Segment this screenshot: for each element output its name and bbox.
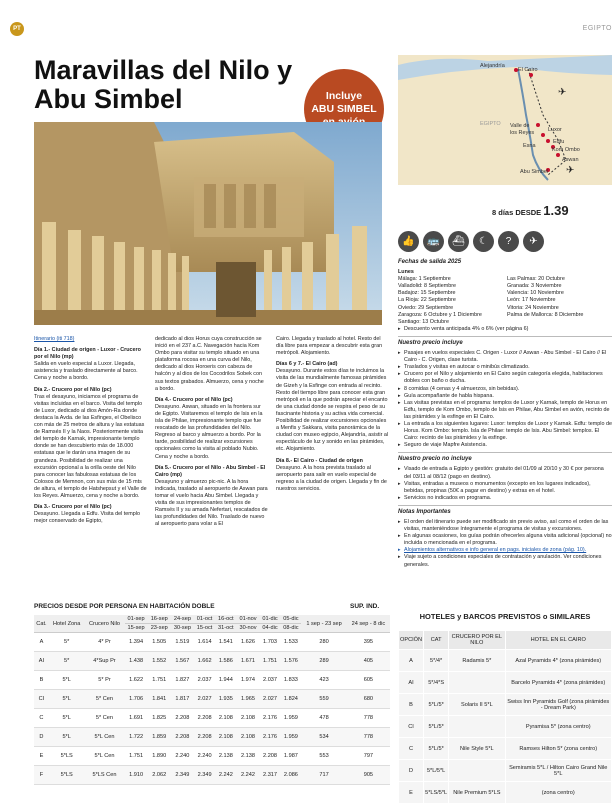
day-text: Desayuno. Llegada a Edfu. Visita del templo mejor conservado de Egipto, — [34, 511, 140, 525]
col-header: 31-oct — [215, 624, 236, 633]
includes-item: ▸ Crucero por el Nilo y alojamiento en El Cairo según categoría elegida, habitaciones dobles con baño o ducha. — [398, 371, 612, 385]
col-header: 05-dic — [280, 615, 301, 624]
excludes-list — [398, 466, 612, 501]
table-cell: Nile Premium 5*LS — [449, 782, 505, 804]
col-header: 16-oct — [215, 615, 236, 624]
page-header — [0, 0, 612, 32]
hotels-table — [398, 630, 612, 804]
includes-item: ▸ Guía acompañante de habla hispana. — [398, 393, 612, 400]
table-cell: 1.533 — [280, 633, 301, 652]
table-cell: 680 — [347, 690, 390, 709]
table-cell: 1.691 — [125, 709, 148, 728]
table-cell: 5* Cen — [84, 709, 124, 728]
day-heading: Día 3.- Crucero por el Nilo (pc) — [34, 504, 112, 511]
table-cell: 1.519 — [171, 633, 194, 652]
table-cell: 2.062 — [148, 766, 171, 785]
departure-city: Zaragoza: 6 Octubre y 1 Diciembre — [398, 311, 482, 318]
day-text: Tras el desayuno, iniciamos el programa de visitas incluidas en el barco. Visita del templo de Luxor, dedicado al dios Amón-Ra donde destaca la Avda. de las Esfinges, el Obelisco con más de 25 metros de altura y las estatuas de Ramsés II y la Naos. Posteriormente visita del templo de Karnak, impresionante templo donde se han descubierto más de 18.000 estatuas que le darán una imagen de su grandeza. Posibilidad de realizar una excursión opcional a la orilla oeste del Nilo para conocer las fabulosas estatuas de los Colosos de Memnon, con sus más de 15 mts de altura, el templo de Hatshepsut y el Valle de los Reyes. Almuerzo, cena y noche a bordo. — [34, 393, 147, 499]
table-cell: Nile Style 5*L — [449, 738, 505, 760]
table-cell: 1.567 — [171, 652, 194, 671]
col-header: 15-sep — [125, 624, 148, 633]
table-cell: 1.626 — [236, 633, 259, 652]
table-cell: 1.935 — [215, 690, 236, 709]
table-cell: 2.240 — [171, 747, 194, 766]
from-price: 1.39 — [543, 203, 569, 218]
table-cell: 5*L — [49, 728, 85, 747]
table-cell: 1.671 — [236, 652, 259, 671]
table-cell: Radamis 5* — [449, 650, 505, 672]
table-cell: 5*/4*S — [424, 672, 449, 694]
table-row — [34, 671, 390, 690]
notes-item: ▸ Viaje sujeto a condiciones especiales de contratación y anulación. Ver condiciones generales. — [398, 554, 612, 568]
map-label-edfu: Edfu — [553, 139, 565, 145]
notes-list — [398, 519, 612, 569]
prices-table — [34, 615, 390, 785]
table-cell: 2.208 — [171, 709, 194, 728]
svg-text:los Reyes: los Reyes — [510, 130, 535, 136]
col-header: Cat. — [34, 615, 49, 633]
col-header: CRUCERO POR EL NILO — [449, 631, 505, 650]
table-cell: 905 — [347, 766, 390, 785]
table-cell — [449, 716, 505, 738]
table-cell: 5* Cen — [84, 690, 124, 709]
table-cell: 1.959 — [280, 709, 301, 728]
table-cell: 2.108 — [215, 728, 236, 747]
table-cell: 559 — [301, 690, 346, 709]
table-cell: 1.505 — [148, 633, 171, 652]
table-row — [34, 728, 390, 747]
table-cell: C — [399, 738, 424, 760]
departure-cities — [398, 276, 612, 326]
table-cell: 5*L — [49, 671, 85, 690]
table-cell: 2.176 — [260, 709, 281, 728]
table-cell: Barcelo Pyramids 4* (zona pirámides) — [505, 672, 612, 694]
table-cell: 1.833 — [280, 671, 301, 690]
table-cell: 2.108 — [215, 709, 236, 728]
table-cell: 2.086 — [280, 766, 301, 785]
table-cell: 1.586 — [215, 652, 236, 671]
table-cell: 1.552 — [148, 652, 171, 671]
days-label: 8 días DESDE — [492, 208, 542, 217]
sup-ind-title: SUP. IND. — [350, 603, 380, 610]
table-cell: 2.240 — [194, 747, 215, 766]
table-cell: 1.825 — [148, 709, 171, 728]
itinerary-link[interactable]: Itinerario (iti 718) — [34, 336, 75, 342]
route-map — [398, 55, 612, 185]
table-cell: F — [34, 766, 49, 785]
table-cell: 4* Pr — [84, 633, 124, 652]
table-cell: 5*/4* — [424, 650, 449, 672]
table-cell: 5*L/5* — [424, 738, 449, 760]
notes-title: Notas Importantes — [398, 508, 451, 515]
day-heading: Día 1.- Ciudad de origen - Luxor - Crucero por el Nilo (mp) — [34, 347, 141, 361]
table-cell: Pyramisa 5* (zona centro) — [505, 716, 612, 738]
table-cell: 5*L Cen — [84, 728, 124, 747]
table-cell: 1.751 — [148, 671, 171, 690]
col-header: 24-sep — [171, 615, 194, 624]
table-cell: 2.317 — [260, 766, 281, 785]
badge-line-2: ABU SIMBEL — [311, 102, 377, 115]
table-cell: 1.722 — [125, 728, 148, 747]
table-cell: CI — [34, 690, 49, 709]
table-cell: 2.108 — [236, 728, 259, 747]
departure-city: Málaga: 1 Septiembre — [398, 276, 451, 283]
map-label-cairo: El Cairo — [518, 67, 538, 73]
prices-header-row — [34, 615, 390, 624]
table-row — [34, 633, 390, 652]
car-icon: 🚌 — [423, 231, 444, 252]
col-header: 16-sep — [148, 615, 171, 624]
hotels-header-row — [399, 631, 612, 650]
table-cell: Solaris II 5*L — [449, 694, 505, 716]
table-row — [399, 672, 612, 694]
table-cell: D — [34, 728, 49, 747]
table-cell — [449, 672, 505, 694]
plane-icon-2: ✈ — [566, 165, 575, 176]
table-row — [34, 690, 390, 709]
departure-city: Valencia: 10 Noviembre — [507, 290, 564, 297]
includes-item: ▸ 8 comidas (4 cenas y 4 almuerzos, sin bebidas). — [398, 386, 612, 393]
col-header: 01-oct — [194, 615, 215, 624]
day-text: Desayuno. A la hora prevista traslado al aeropuerto para salir en vuelo especial de regreso a la ciudad de origen. Llegada y fin de nuestros servicios. — [276, 464, 387, 492]
table-cell: 2.349 — [194, 766, 215, 785]
departure-city: La Rioja: 22 Septiembre — [398, 297, 456, 304]
col-header: 04-dic — [260, 624, 281, 633]
col-header: OPCIÓN — [399, 631, 424, 650]
table-cell: 2.208 — [194, 709, 215, 728]
table-cell: 2.037 — [260, 671, 281, 690]
departures-title: Fechas de salida 2025 — [398, 259, 462, 265]
departure-city: Palma de Mallorca: 8 Diciembre — [507, 311, 584, 318]
table-row — [399, 760, 612, 782]
includes-item: ▸ Traslados y visitas en autocar o minibús climatizado. — [398, 364, 612, 371]
table-cell: 423 — [301, 671, 346, 690]
table-cell: 1.703 — [260, 633, 281, 652]
table-cell: 1.394 — [125, 633, 148, 652]
excludes-item: ▸ Visitas, entradas a museos o monumentos (excepto en los lugares indicados), bebidas, propinas (50€ a pagar en destino) y extras en el hotel. — [398, 481, 612, 495]
table-cell: 5*LS Cen — [84, 766, 124, 785]
table-cell: 4*Sup Pr — [84, 652, 124, 671]
table-cell: 1.959 — [280, 728, 301, 747]
table-cell: 605 — [347, 671, 390, 690]
day-text: Cairo. Llegada y traslado al hotel. Resto del día libre para empezar a descubrir esta gran metrópoli. Alojamiento. — [276, 336, 383, 357]
map-label-country: EGIPTO — [480, 121, 501, 127]
table-cell: AI — [399, 672, 424, 694]
table-cell: 1.438 — [125, 652, 148, 671]
table-cell: 2.027 — [194, 690, 215, 709]
excludes-title: Nuestro precio no incluye — [398, 456, 472, 463]
table-cell: 5*LS — [49, 766, 85, 785]
table-row — [399, 650, 612, 672]
table-cell: 1.944 — [215, 671, 236, 690]
departure-city: Valladolid: 8 Septiembre — [398, 283, 457, 290]
table-cell: 1.910 — [125, 766, 148, 785]
table-cell: B — [399, 694, 424, 716]
table-row — [399, 782, 612, 804]
wifi-icon: ? — [498, 231, 519, 252]
departure-city: Las Palmas: 20 Octubre — [507, 276, 565, 283]
thumbs-up-icon: 👍 — [398, 231, 419, 252]
day-heading: Días 6 y 7.- El Cairo (ad) — [276, 361, 338, 368]
table-cell: 478 — [301, 709, 346, 728]
col-header: 30-sep — [171, 624, 194, 633]
col-header: 01-sep — [125, 615, 148, 624]
trip-info — [398, 257, 612, 569]
table-cell: (zona centro) — [505, 782, 612, 804]
table-cell: 1.974 — [236, 671, 259, 690]
table-cell: 289 — [301, 652, 346, 671]
table-row — [399, 694, 612, 716]
departure-city: Santiago: 13 Octubre — [398, 318, 449, 325]
table-cell: 2.108 — [236, 709, 259, 728]
col-header: 1 sep - 23 sep — [301, 615, 346, 633]
table-cell: A — [399, 650, 424, 672]
table-cell: 1.706 — [125, 690, 148, 709]
divider — [398, 336, 612, 337]
map-label-valle: Valle de — [510, 123, 530, 129]
table-cell: 778 — [347, 728, 390, 747]
map-label-esna: Esna — [523, 143, 536, 149]
prices-title: PRECIOS DESDE POR PERSONA EN HABITACIÓN DOBLE — [34, 603, 215, 610]
day-text: dedicado al dios Horus cuya construcción se inició en el 237 a.C. Navegación hacia Kom Ombo para visitar su templo situado en una plataforma rocosa en una curva del Nilo, dedicado al dios Horoeris con cabeza de halcón y al dios de los Cocodrilos Sobek con sus textos grabados. Almuerzo, cena y noche a bordo. — [155, 336, 264, 392]
day-text: Salida en vuelo especial a Luxor. Llegada, asistencia y traslado directamente al barco. Cena y noche a bordo. — [34, 361, 138, 382]
table-cell: 1.751 — [125, 747, 148, 766]
table-cell: 2.176 — [260, 728, 281, 747]
table-cell: 2.208 — [194, 728, 215, 747]
includes-title: Nuestro precio incluye — [398, 339, 463, 346]
map-label-luxor: Luxor — [548, 127, 562, 133]
day-text: Desayuno. Aswan, situado en la frontera sur de Egipto. Visitaremos el templo de Isis en la isla de Philae, impresionante templo que fue rescatado de las profundidades del Nilo. Regreso al barco y almuerzo a bordo. Por la tarde, posibilidad de realizar excursiones opcionales como la visita al poblado Nubio. Cena y noche a bordo. — [155, 403, 263, 460]
table-cell: 1.859 — [148, 728, 171, 747]
departure-city: León: 17 Noviembre — [507, 297, 556, 304]
table-cell: 1.751 — [260, 652, 281, 671]
col-header: HOTEL EN EL CAIRO — [505, 631, 612, 650]
col-header: 01-nov — [236, 615, 259, 624]
table-cell: 2.242 — [215, 766, 236, 785]
includes-list — [398, 350, 612, 449]
table-row — [34, 652, 390, 671]
section-destination: EGIPTO — [582, 25, 612, 32]
table-cell: D — [399, 760, 424, 782]
table-cell: E — [399, 782, 424, 804]
table-cell: 2.208 — [260, 747, 281, 766]
table-cell: 1.824 — [280, 690, 301, 709]
bed-icon: ☾ — [473, 231, 494, 252]
col-header: 23-sep — [148, 624, 171, 633]
table-cell: Semiramis 5*L / Hilton Cairo Grand Nile 5*L — [505, 760, 612, 782]
notes-item: ▸ El orden del itinerario puede ser modificado sin previo aviso, así como el orden de las visitas, manteniéndose íntegramente el programa de visitas y excursiones. — [398, 519, 612, 533]
ship-icon: ⛴ — [448, 231, 469, 252]
itinerary-col-2 — [155, 336, 268, 532]
departure-city: Vitoria: 24 Noviembre — [507, 304, 559, 311]
table-cell: 5*L/5* — [424, 694, 449, 716]
price-from — [492, 203, 569, 218]
includes-item: ▸ Pasajes en vuelos especiales C. Origen - Luxor // Aswan - Abu Simbel - El Cairo // El Cairo - C. Origen, clase turista. — [398, 350, 612, 364]
table-cell: 5* — [49, 633, 85, 652]
map-label-aswan: Aswan — [562, 157, 579, 163]
table-cell: 717 — [301, 766, 346, 785]
table-cell: Azal Pyramids 4* (zona pirámides) — [505, 650, 612, 672]
col-header: Crucero Nilo — [84, 615, 124, 633]
table-cell: 2.242 — [236, 766, 259, 785]
divider — [398, 452, 612, 453]
table-cell: 5*L — [49, 690, 85, 709]
table-cell: 1.662 — [194, 652, 215, 671]
map-label-abu-simbel: Abu Simbel — [520, 169, 549, 175]
table-cell: 797 — [347, 747, 390, 766]
notes-item: ▸ En algunas ocasiones, los guías podrán ofrecerles alguna visita adicional (opcional) no incluida o mencionada en el programa. — [398, 533, 612, 547]
table-cell: 2.037 — [194, 671, 215, 690]
plane-feature-icon: ✈ — [523, 231, 544, 252]
excludes-item: ▸ Servicios no indicados en programa. — [398, 495, 612, 502]
table-cell: B — [34, 671, 49, 690]
table-cell: 2.138 — [215, 747, 236, 766]
table-cell: 5*L — [49, 709, 85, 728]
includes-item: ▸ Las visitas previstas en el programa: templos de Luxor y Karnak, templo de Horus en Edfu, templo de Kom Ombo, templo de Isis en Philae, Abu Simbel en avión, recinto de las pirámides y la esfinge en El Cairo. — [398, 400, 612, 421]
day-heading: Día 8.- El Cairo - Ciudad de origen — [276, 457, 363, 464]
table-cell: 1.817 — [171, 690, 194, 709]
divider — [398, 505, 612, 506]
egypt-map — [398, 55, 612, 185]
table-cell: 1.541 — [215, 633, 236, 652]
table-cell: 1.987 — [280, 747, 301, 766]
table-cell: 5*LS/5*L — [424, 782, 449, 804]
departure-city: Granada: 3 Noviembre — [507, 283, 562, 290]
table-cell: E — [34, 747, 49, 766]
col-header: 30-nov — [236, 624, 259, 633]
table-cell: CI — [399, 716, 424, 738]
temple-illustration — [34, 122, 382, 325]
day-text: Desayuno y almuerzo pic-nic. A la hora indicada, traslado al aeropuerto de Aswan para tomar el vuelo hacia Abu Simbel. Llegada y visita de sus impresionantes templos de Ramsés II y su amada Nefertari, rescatados de las profundidades del Nilo. Traslado de nuevo al aeropuerto para volar a El — [155, 478, 268, 528]
itinerary-col-1 — [34, 336, 147, 529]
departures-weekday: Lunes — [398, 269, 414, 276]
day-heading: Día 4.- Crucero por el Nilo (pc) — [155, 396, 233, 403]
table-cell: 2.138 — [236, 747, 259, 766]
table-cell: Swiss Inn Pyramids Golf (zona pirámides - Dream Park) — [505, 694, 612, 716]
table-cell: 1.890 — [148, 747, 171, 766]
table-cell: 1.576 — [280, 652, 301, 671]
col-header: 01-dic — [260, 615, 281, 624]
table-cell: 1.622 — [125, 671, 148, 690]
table-cell: 280 — [301, 633, 346, 652]
table-row — [399, 716, 612, 738]
table-cell: 1.614 — [194, 633, 215, 652]
departure-city: Oviedo: 29 Septiembre — [398, 304, 454, 311]
table-cell: 5*L/5* — [424, 716, 449, 738]
includes-item: ▸ La entrada a los siguientes lugares: Luxor: templos de Luxor y Karnak. Edfu: templo de Horus. Kom Ombo: templo. Isla de Philae: templo de Isis. Abu Simbel: templos. El Cairo: recinto de las pirámides y la esfinge. — [398, 421, 612, 442]
hotels-title: HOTELES y BARCOS PREVISTOS o SIMILARES — [419, 612, 591, 621]
map-label-alejandria: Alejandría — [480, 63, 505, 69]
table-cell: 1.841 — [148, 690, 171, 709]
table-cell: 5*L/5*L — [424, 760, 449, 782]
page-title: Maravillas del Nilo y Abu Simbel — [34, 55, 293, 114]
table-cell: 1.827 — [171, 671, 194, 690]
discount-note: ▸ Descuento venta anticipada 4% o 6% (ver página 6) — [398, 326, 612, 333]
table-cell: A — [34, 633, 49, 652]
day-heading: Día 2.- Crucero por el Nilo (pc) — [34, 386, 112, 393]
table-cell: 5* — [49, 652, 85, 671]
table-cell: AI — [34, 652, 49, 671]
table-cell: 534 — [301, 728, 346, 747]
plane-icon: ✈ — [558, 87, 567, 98]
map-label-kom-ombo: Kom Ombo — [552, 147, 580, 153]
badge-line-1: Incluye — [325, 89, 363, 102]
itinerary-col-3 — [276, 336, 389, 497]
table-row — [399, 738, 612, 760]
table-cell: 5*LS — [49, 747, 85, 766]
day-heading: Día 5.- Crucero por el Nilo - Abu Simbel - El Cairo (mp) — [155, 464, 266, 478]
temple-photo — [34, 122, 382, 325]
includes-item: ▸ Seguro de viaje Mapfre Asistencia. — [398, 442, 612, 449]
table-cell: 5* Pr — [84, 671, 124, 690]
col-header: CAT — [424, 631, 449, 650]
table-cell: 405 — [347, 652, 390, 671]
table-cell: 2.027 — [260, 690, 281, 709]
table-cell: 778 — [347, 709, 390, 728]
table-cell: 395 — [347, 633, 390, 652]
table-cell: Ramses Hilton 5* (zona centro) — [505, 738, 612, 760]
table-row — [34, 747, 390, 766]
table-cell: C — [34, 709, 49, 728]
notes-link[interactable]: ▸ Alojamientos alternativos e info general en pags. iniciales de zona (pág. 10). — [398, 547, 612, 554]
departure-city: Badajoz: 15 Septiembre — [398, 290, 456, 297]
brand-logo: PT — [10, 22, 24, 36]
col-header: 08-dic — [280, 624, 301, 633]
col-header: 15-oct — [194, 624, 215, 633]
table-row — [34, 766, 390, 785]
col-header: 24 sep - 8 dic — [347, 615, 390, 633]
excludes-item: ▸ Visado de entrada a Egipto y gestión: gratuito del 01/09 al 20/10 y 30 € por persona del 03/11 al 08/12 (pago en destino). — [398, 466, 612, 480]
table-cell: 2.208 — [171, 728, 194, 747]
day-text: Desayuno. Durante estos días te incluimos la visita de las mundialmente famosas pirámides de Gizeh y la Esfinge con entrada al recinto. Resto del tiempo libre para conocer esta gran metrópoli en la que podrán apreciar el encanto de una ciudad donde se respira el peso de su fascinante historia y su activa vida comercial. Posibilidad de realizar excursiones opcionales a Menfis y Sakkara, visita panorámica de la ciudad con museo egipcio, Alejandría, asistir al espectáculo de luz y sonido en las pirámides, etc. Alojamiento. — [276, 368, 389, 453]
table-cell: 553 — [301, 747, 346, 766]
table-cell — [449, 760, 505, 782]
table-row — [34, 709, 390, 728]
table-cell: 5*L Cen — [84, 747, 124, 766]
feature-icons — [398, 226, 612, 256]
table-cell: 1.965 — [236, 690, 259, 709]
col-header: Hotel Zona — [49, 615, 85, 633]
table-cell: 2.349 — [171, 766, 194, 785]
